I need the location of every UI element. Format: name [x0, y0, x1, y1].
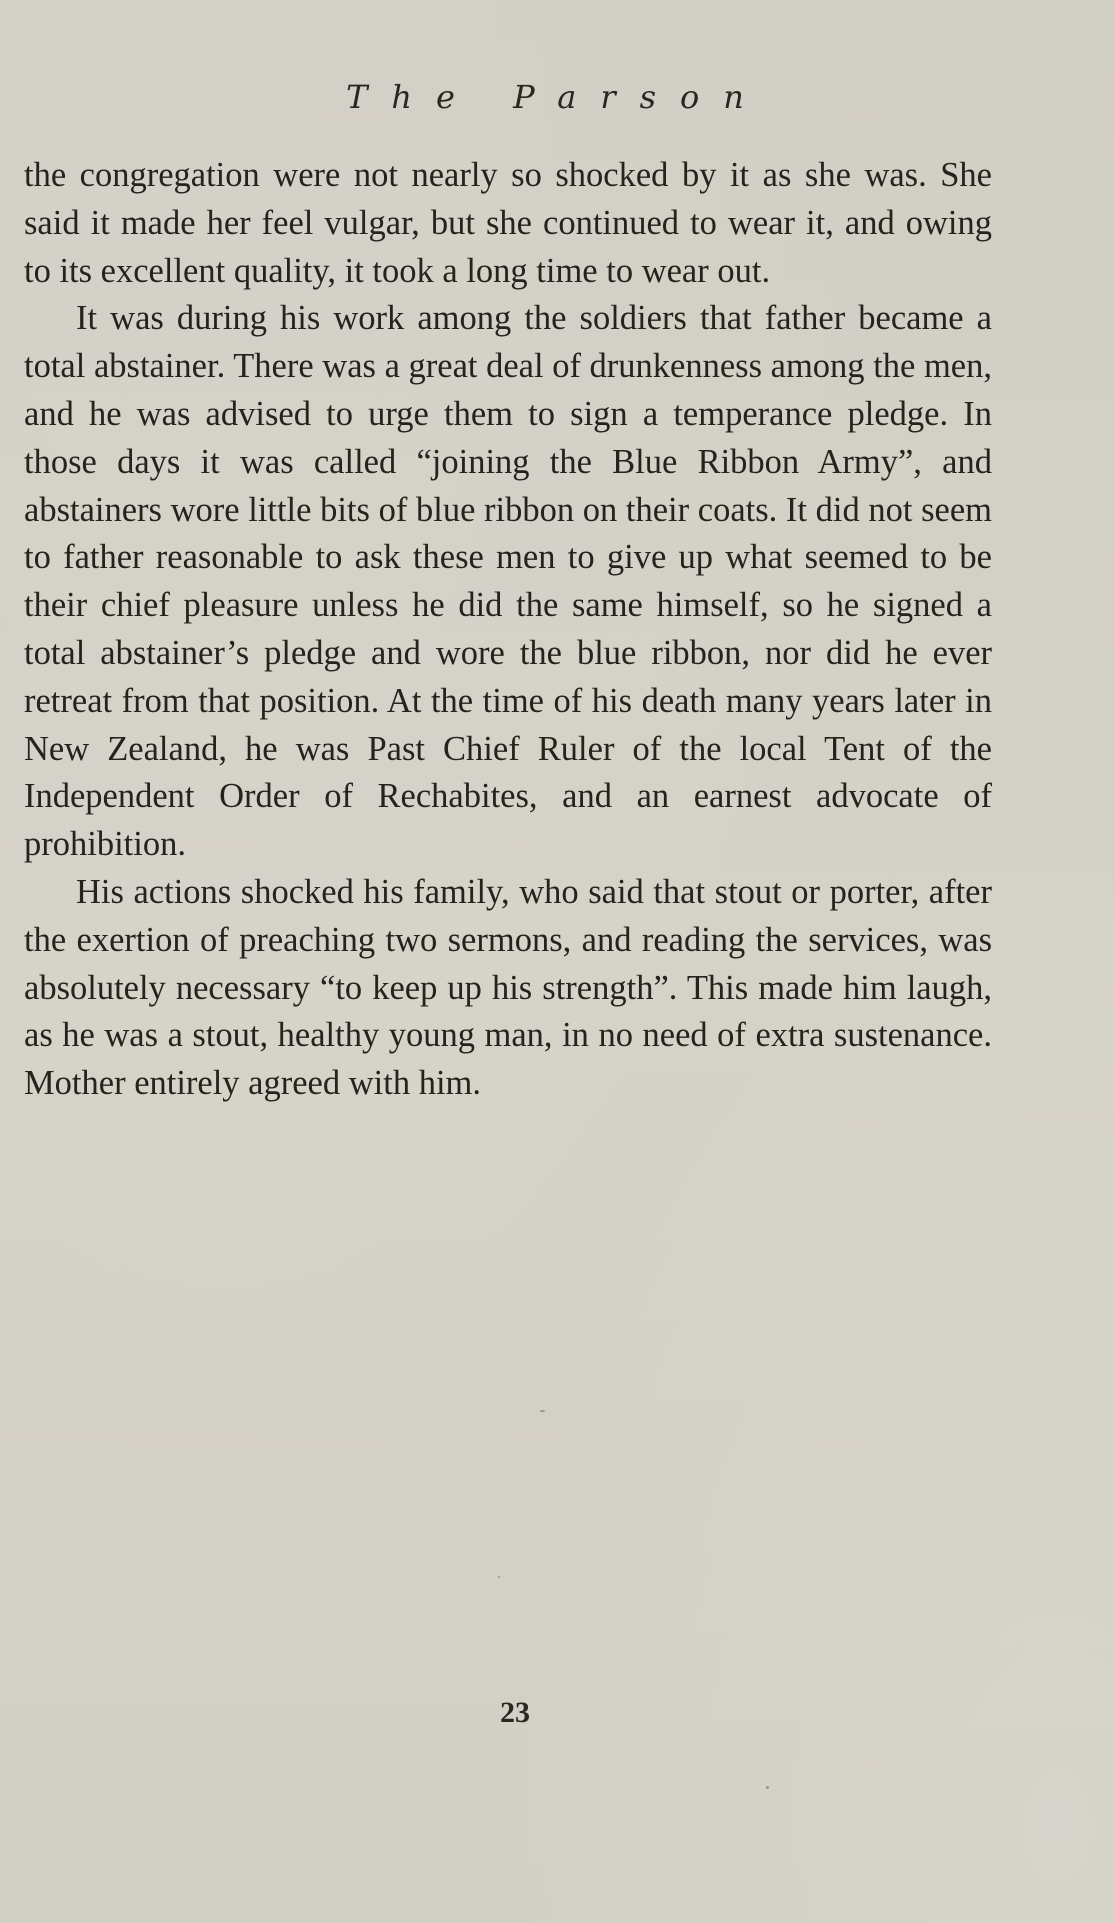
- paragraph-family-reaction: His actions shocked his family, who said that stout or porter, after the exertion of preaching two sermons, and reading the services, was absolutely necessary “to keep up his strength”. This made him laugh, as he was a stout, healthy young man, in no need of extra sustenance. Mother entirely agreed with him.: [24, 872, 992, 1103]
- paper-speck: [498, 1576, 500, 1578]
- paragraph-abstainer: It was during his work among the soldiers that father became a total abstainer. There was a great deal of drunkenness among the men, and he was advised to urge them to sign a temperance pledge. In those days it was called “joining the Blue Ribbon Army”, and abstainers wore little bits of blue ribbon on their coats. It did not seem to father reasonable to ask these men to give up what seemed to be their chief pleasure unless he did the same himself, so he signed a total abstainer’s pledge and wore the blue ribbon, nor did he ever retreat from that position. At the time of his death many years later in New Zealand, he was Past Chief Ruler of the local Tent of the Independent Order of Rechabites, and an earnest advocate of prohibition.: [24, 299, 992, 864]
- body-text: [24, 152, 992, 1108]
- paper-speck: [540, 1410, 545, 1412]
- paper-speck: [766, 1786, 769, 1789]
- running-head: The Parson: [346, 78, 768, 116]
- paragraph-continued: the congregation were not nearly so shocked by it as she was. She said it made her feel vulgar, but she continued to wear it, and owing to its excellent quality, it took a long time to wear out.: [24, 156, 992, 290]
- page-number: 23: [500, 1696, 530, 1729]
